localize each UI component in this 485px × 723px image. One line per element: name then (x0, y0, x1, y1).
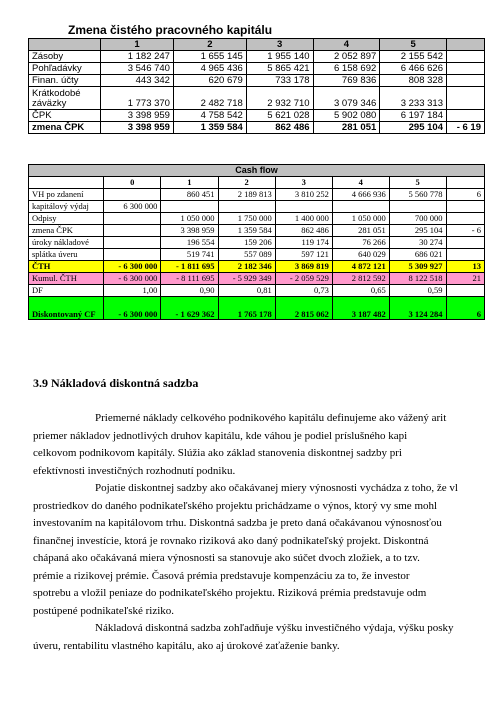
row-label: ČTH (29, 261, 104, 273)
row-label: úroky nákladové (29, 237, 104, 249)
table-cell: 1 765 178 (218, 297, 275, 320)
table-cell: 30 274 (389, 237, 446, 249)
table-cell: 5 309 927 (389, 261, 446, 273)
table-cell: - 6 300 000 (104, 261, 161, 273)
table-cell: 281 051 (332, 225, 389, 237)
table-cell: 620 679 (173, 75, 246, 87)
table-cell: 5 865 421 (246, 63, 313, 75)
table-cell: 686 021 (389, 249, 446, 261)
table1-header-cell (446, 39, 484, 51)
table-cell (446, 201, 484, 213)
table1-header-row (29, 39, 485, 51)
table-cell: 5 621 028 (246, 110, 313, 122)
table-cell: 862 486 (275, 225, 332, 237)
section-title: 3.9 Nákladová diskontná sadzba (33, 376, 199, 390)
row-label: splátka úveru (29, 249, 104, 261)
text-line: finančnej investície, ktorá je rovnako riziková ako daný podnikateľský projekt. Diskontná (33, 534, 429, 547)
table-cell: 733 178 (246, 75, 313, 87)
table-row (29, 261, 485, 273)
table-cell: 862 486 (246, 122, 313, 134)
text-line: Priemerné náklady celkového podnikového kapitálu definujeme ako vážený arit (95, 412, 447, 424)
table-cell: 3 398 959 (101, 122, 174, 134)
table-cell (275, 201, 332, 213)
table-cell: 0,73 (275, 285, 332, 297)
text-line: efektívnosti investičných rozhodnutí podniku. (33, 464, 236, 477)
table2-title-row (29, 165, 485, 177)
table-cell: 295 104 (389, 225, 446, 237)
table1-header-cell: 5 (380, 39, 447, 51)
table-cell: 443 342 (101, 75, 174, 87)
text-line: postúpené podnikateľské riziko. (33, 604, 175, 617)
table-cell (446, 75, 484, 87)
table-cell: 0,65 (332, 285, 389, 297)
table-cell (104, 249, 161, 261)
text-line: priemer nákladov jednotlivých druhov kapitálu, kde váhou je podiel príslušného kapi (33, 429, 408, 442)
table-cell: 8 122 518 (389, 273, 446, 285)
table1-header-cell (29, 39, 101, 51)
row-label: Diskontovaný CF (29, 297, 104, 320)
table-row (29, 297, 485, 320)
table-cell: 860 451 (161, 189, 218, 201)
table-cell (446, 51, 484, 63)
row-label: Finan. účty (29, 75, 101, 87)
table-cell: - 8 111 695 (161, 273, 218, 285)
text-line: prémie a rizikovej prémie. Časová prémia predstavuje kompenzáciu za to, že investor (33, 569, 410, 582)
table-cell: 6 (446, 189, 484, 201)
text-line: úveru, rentabilitu vlastného kapitálu, ako aj úrokové zaťaženie banky. (33, 639, 340, 652)
row-label: Zásoby (29, 51, 101, 63)
row-label: VH po zdanení (29, 189, 104, 201)
table-cell: 1 050 000 (161, 213, 218, 225)
table-cell: 1 955 140 (246, 51, 313, 63)
table-cell: 281 051 (313, 122, 380, 134)
table-cell: 1 655 145 (173, 51, 246, 63)
table-cell: - 6 (446, 225, 484, 237)
table-cell: 76 266 (332, 237, 389, 249)
text-line: chápaná ako očakávaná miera výnosnosti sa stanovuje ako súčet dvoch zložiek, a to tzv. (33, 552, 420, 564)
table1-header-cell: 2 (173, 39, 246, 51)
table-cell: 4 872 121 (332, 261, 389, 273)
table-row (29, 189, 485, 201)
paragraph (33, 480, 485, 620)
table-cell: 13 (446, 261, 484, 273)
text-line: investovaním na kapitálovom trhu. Diskontná sadzba je preto daná očakávanou výnosnosťou (33, 517, 442, 529)
table-cell: 2 052 897 (313, 51, 380, 63)
table-cell: 196 554 (161, 237, 218, 249)
table-cell: 3 398 959 (101, 110, 174, 122)
table2-header-cell: 1 (161, 177, 218, 189)
table-cell: 6 300 000 (104, 201, 161, 213)
table-cell: - 2 059 529 (275, 273, 332, 285)
table-row (29, 285, 485, 297)
table-cell: 6 158 692 (313, 63, 380, 75)
table-cell: 0,81 (218, 285, 275, 297)
table-cell (446, 110, 484, 122)
table-cell: 119 174 (275, 237, 332, 249)
paragraph (33, 620, 485, 655)
table-cell: - 6 19 (446, 122, 484, 134)
table-cell (446, 213, 484, 225)
row-label: Krátkodobé záväzky (29, 87, 101, 110)
table-row (29, 201, 485, 213)
table-cell: 1 182 247 (101, 51, 174, 63)
row-label: zmena ČPK (29, 122, 101, 134)
table-row (29, 225, 485, 237)
table-cell (104, 237, 161, 249)
table-cell: 3 546 740 (101, 63, 174, 75)
table-cell: 700 000 (389, 213, 446, 225)
table2-header-row (29, 177, 485, 189)
table-cell: 6 466 626 (380, 63, 447, 75)
text-line: celkovom podnikovom kapitály. Slúžia ako základ stanovenia diskontnej sadzby pri (33, 447, 402, 459)
table-cell (446, 63, 484, 75)
table-cell: 3 124 284 (389, 297, 446, 320)
table-cell: 1 750 000 (218, 213, 275, 225)
table-cell: 5 560 778 (389, 189, 446, 201)
table-cell: 3 233 313 (380, 87, 447, 110)
row-label: kapitálový výdaj (29, 201, 104, 213)
table-cell: 1 400 000 (275, 213, 332, 225)
text-line: Pojatie diskontnej sadzby ako očakávanej miery výnosnosti vychádza z toho, že vl (95, 482, 458, 494)
table-cell: 2 932 710 (246, 87, 313, 110)
table-row (29, 213, 485, 225)
text-line: Nákladová diskontná sadzba zohľadňuje výšku investičného výdaja, výšku posky (95, 622, 454, 634)
table-cell: 519 741 (161, 249, 218, 261)
body-text (33, 410, 485, 655)
table-cell: 808 328 (380, 75, 447, 87)
working-capital-table (28, 38, 485, 134)
table-cell: 21 (446, 273, 484, 285)
table2-header-cell (446, 177, 484, 189)
table-cell: 2 182 346 (218, 261, 275, 273)
table-cell: 0,90 (161, 285, 218, 297)
table-cell: - 6 300 000 (104, 273, 161, 285)
table-cell: 1,00 (104, 285, 161, 297)
table-cell (446, 285, 484, 297)
table2-header-cell (29, 177, 104, 189)
table1-header-cell: 4 (313, 39, 380, 51)
table-cell: 4 965 436 (173, 63, 246, 75)
table-row (29, 273, 485, 285)
cash-flow-table (28, 164, 485, 320)
table-cell: 3 810 252 (275, 189, 332, 201)
table-cell: 3 079 346 (313, 87, 380, 110)
table-cell: 2 189 813 (218, 189, 275, 201)
table2-header-cell: 5 (389, 177, 446, 189)
table-cell: 1 050 000 (332, 213, 389, 225)
table-cell: 3 869 819 (275, 261, 332, 273)
table-row (29, 87, 485, 110)
table-row (29, 75, 485, 87)
table-row (29, 122, 485, 134)
table-cell: - 6 300 000 (104, 297, 161, 320)
table-cell: 295 104 (380, 122, 447, 134)
table-cell: - 1 629 362 (161, 297, 218, 320)
table-cell: 4 758 542 (173, 110, 246, 122)
row-label: ČPK (29, 110, 101, 122)
table-cell (446, 87, 484, 110)
table2-header-cell: 2 (218, 177, 275, 189)
table-cell: - 1 811 695 (161, 261, 218, 273)
table-row (29, 110, 485, 122)
table-cell: 4 666 936 (332, 189, 389, 201)
table-cell (332, 201, 389, 213)
table-cell (104, 213, 161, 225)
table-row (29, 249, 485, 261)
table-cell (161, 201, 218, 213)
table-cell: 2 812 592 (332, 273, 389, 285)
text-line: spotrebu a vložil peniaze do podnikateľského projektu. Riziková prémia predstavuje odm (33, 587, 427, 599)
row-label: Pohľadávky (29, 63, 101, 75)
table-cell: 5 902 080 (313, 110, 380, 122)
table-cell (104, 225, 161, 237)
table-cell: 1 773 370 (101, 87, 174, 110)
table-cell: 2 482 718 (173, 87, 246, 110)
row-label: Odpisy (29, 213, 104, 225)
table-cell: 769 836 (313, 75, 380, 87)
table-cell: 2 155 542 (380, 51, 447, 63)
table-cell (104, 189, 161, 201)
table1-title: Zmena čistého pracovného kapitálu (68, 23, 273, 37)
table-cell: 3 187 482 (332, 297, 389, 320)
table-cell: 0,59 (389, 285, 446, 297)
table-row (29, 237, 485, 249)
table1-header-cell: 1 (101, 39, 174, 51)
table-cell (446, 237, 484, 249)
table-cell: 1 359 584 (218, 225, 275, 237)
table-cell: 640 029 (332, 249, 389, 261)
table-cell: 1 359 584 (173, 122, 246, 134)
table2-header-cell: 3 (275, 177, 332, 189)
table-cell: 557 089 (218, 249, 275, 261)
table-row (29, 63, 485, 75)
table-cell: 2 815 062 (275, 297, 332, 320)
row-label: zmena ČPK (29, 225, 104, 237)
table2-header-cell: 4 (332, 177, 389, 189)
row-label: DF (29, 285, 104, 297)
table-row (29, 51, 485, 63)
paragraph (33, 410, 485, 480)
table1-header-cell: 3 (246, 39, 313, 51)
table-cell: 597 121 (275, 249, 332, 261)
table-cell (446, 249, 484, 261)
row-label: Kumul. ČTH (29, 273, 104, 285)
table-cell: - 5 929 349 (218, 273, 275, 285)
text-line: prostriedkov do daného podnikateľského projektu prichádzame o výnos, ktorý vy sme mohl (33, 499, 438, 512)
table-cell (218, 201, 275, 213)
table-cell (389, 201, 446, 213)
table-cell: 6 (446, 297, 484, 320)
table-cell: 159 206 (218, 237, 275, 249)
table2-title: Cash flow (29, 165, 485, 177)
table-cell: 3 398 959 (161, 225, 218, 237)
table2-header-cell: 0 (104, 177, 161, 189)
table-cell: 6 197 184 (380, 110, 447, 122)
